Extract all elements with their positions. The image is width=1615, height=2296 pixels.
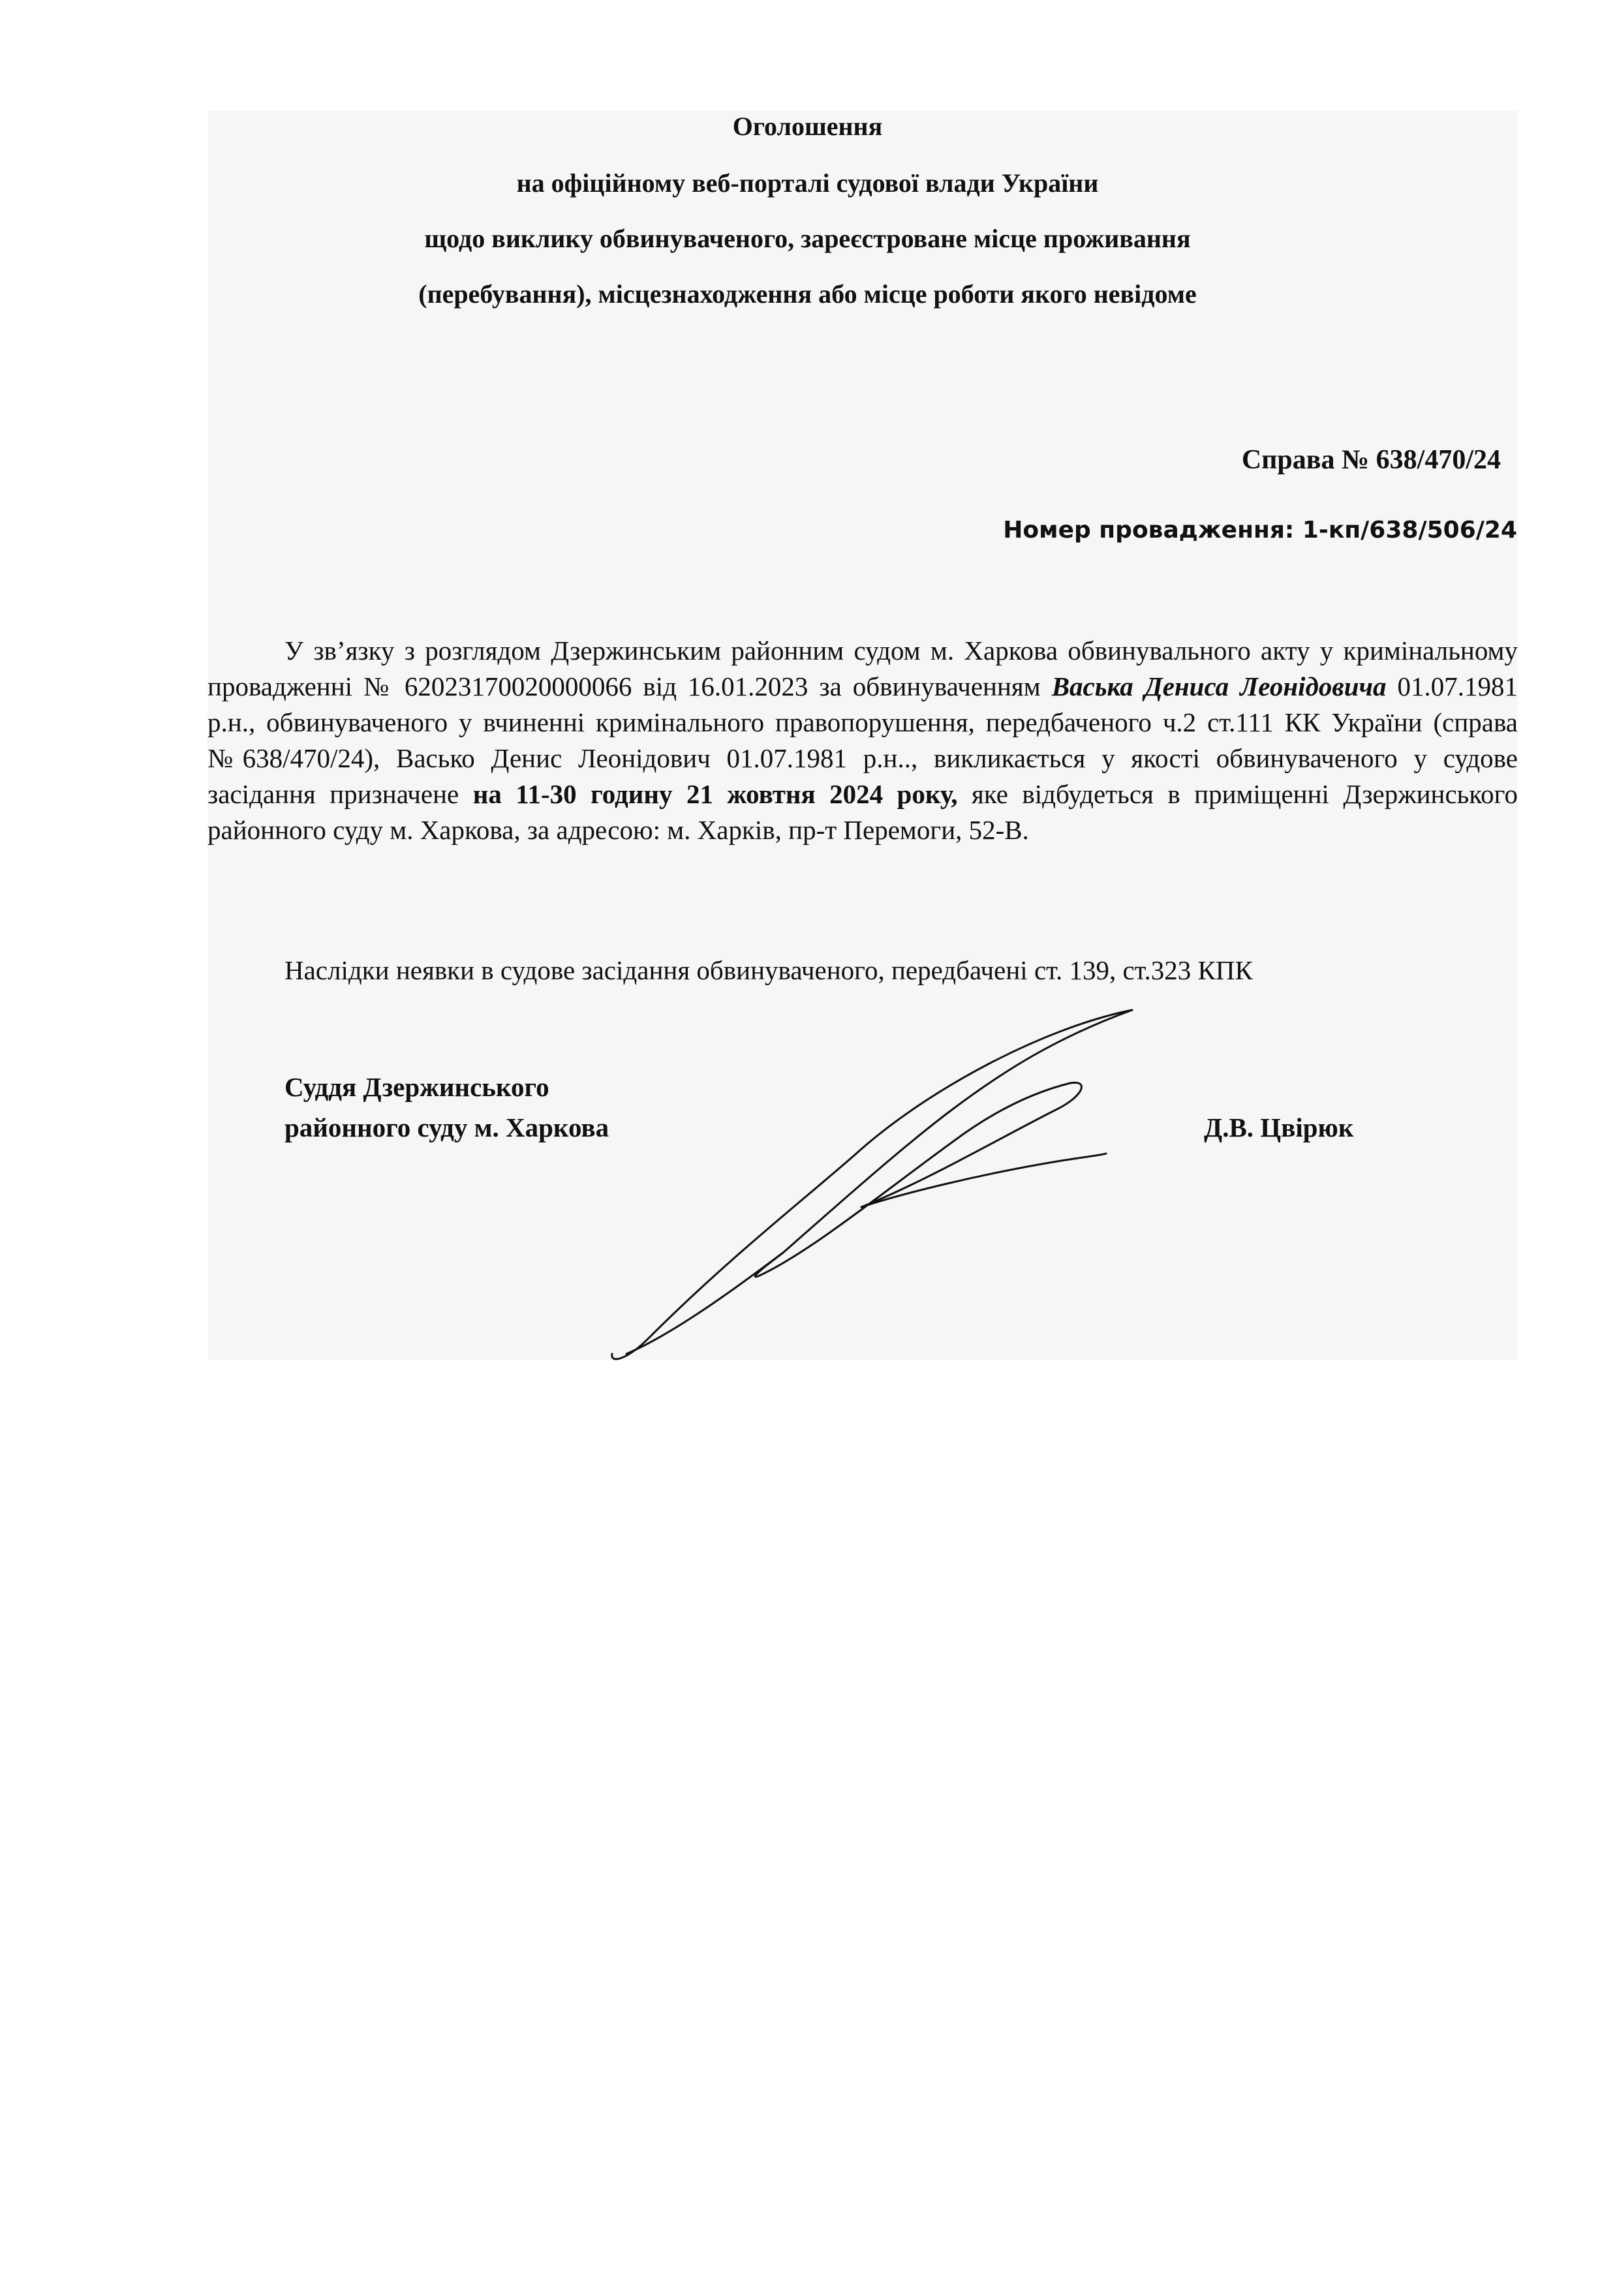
judge-title-line1: Суддя Дзержинського (285, 1072, 549, 1102)
announcement-subtitle-portal: на офіційному веб-порталі судової влади України (516, 168, 1099, 198)
consequences-text: Наслідки неявки в судове засідання обвинуваченого, передбачені ст. 139, ст.323 КПК (285, 955, 1253, 985)
hearing-datetime: на 11-30 годину 21 жовтня 2024 року, (472, 779, 958, 809)
handwritten-signature (587, 998, 1240, 1364)
summons-paragraph (208, 633, 1518, 848)
paragraph-intro: У зв’язку з розглядом Дзержинським районним судом м. Харкова обвинувального акту у кримінальному провадженні № 62023170020000066 від 16.01.2023 за обвинуваченням (208, 635, 1518, 701)
paragraph-end: яке відбудеться в приміщенні Дзержинського районного суду м. Харкова, за адресою: м. Харків, пр-т Перемоги, 52-В. (208, 779, 1518, 845)
accused-name: Васька Дениса Леонідовича (1051, 671, 1387, 701)
judge-name: Д.В. Цвірюк (1204, 1112, 1354, 1142)
announcement-subtitle-residence: (перебування), місцезнаходження або місце роботи якого невідоме (418, 279, 1197, 309)
judge-title (285, 1067, 609, 1148)
case-number: Справа № 638/470/24 (1241, 445, 1501, 475)
announcement-subtitle-summons: щодо виклику обвинуваченого, зареєстроване місце проживання (424, 224, 1191, 253)
proceeding-number: Номер провадження: 1-кп/638/506/24 (1003, 517, 1517, 543)
announcement-title: Оголошення (732, 112, 883, 141)
paragraph-middle: 01.07.1981 р.н., обвинуваченого у вчиненні кримінального правопорушення, передбаченого ч.2 ст.111 КК України (справа №638/470/24), Васько Денис Леонідович 01.07.1981 р.н.., викликається у якості обвинуваченого у судове засідання призначене (208, 671, 1518, 809)
judge-title-line2: районного суду м. Харкова (285, 1112, 609, 1142)
